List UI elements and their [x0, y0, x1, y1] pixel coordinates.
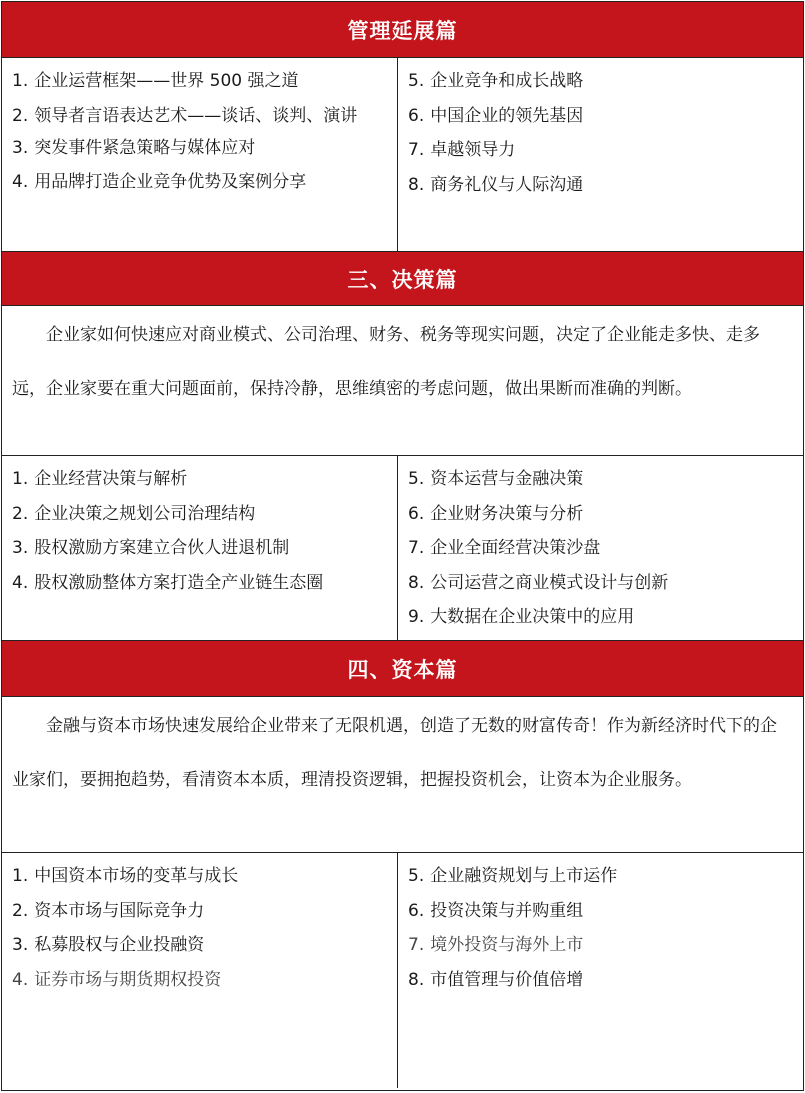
list-item: 5. 企业融资规划与上市运作	[408, 866, 618, 886]
list-item: 9. 大数据在企业决策中的应用	[408, 607, 635, 627]
section-grid-capital	[2, 853, 803, 1088]
list-item: 1. 企业运营框架——世界 500 强之道	[12, 71, 299, 91]
list-item: 8. 商务礼仪与人际沟通	[408, 174, 584, 195]
list-item: 2. 资本市场与国际竞争力	[12, 900, 205, 921]
list-item: 3. 股权激励方案建立合伙人进退机制	[12, 538, 290, 558]
list-item: 3. 突发事件紧急策略与媒体应对	[12, 137, 256, 158]
left-column	[2, 853, 398, 1088]
list-item: 3. 私募股权与企业投融资	[12, 935, 205, 955]
section-title: 管理延展篇	[347, 18, 458, 43]
list-item: 7. 卓越领导力	[408, 140, 516, 160]
section-title: 四、资本篇	[347, 657, 458, 682]
section-title: 三、决策篇	[347, 267, 458, 292]
left-column	[2, 58, 398, 251]
list-item: 5. 企业竞争和成长战略	[408, 71, 584, 91]
list-item: 6. 投资决策与并购重组	[408, 900, 584, 921]
section-header-capital	[2, 641, 803, 697]
section-grid-management	[2, 58, 803, 252]
right-column	[398, 853, 803, 1088]
list-item: 4. 股权激励整体方案打造全产业链生态圈	[12, 572, 324, 593]
list-item: 6. 企业财务决策与分析	[408, 503, 584, 524]
list-item: 7. 境外投资与海外上市	[408, 935, 584, 955]
list-item: 7. 企业全面经营决策沙盘	[408, 538, 601, 558]
list-item: 2. 领导者言语表达艺术——谈话、谈判、演讲	[12, 105, 358, 126]
section-header-management	[2, 2, 803, 58]
course-outline-document	[1, 1, 804, 1091]
right-column	[398, 58, 803, 251]
list-item: 8. 市值管理与价值倍增	[408, 969, 584, 990]
list-item: 1. 企业经营决策与解析	[12, 469, 188, 489]
left-column	[2, 456, 398, 640]
list-item: 8. 公司运营之商业模式设计与创新	[408, 572, 669, 593]
list-item: 6. 中国企业的领先基因	[408, 105, 584, 126]
section-intro-decision: 企业家如何快速应对商业模式、公司治理、财务、税务等现实问题，决定了企业能走多快、走多远，企业家要在重大问题面前，保持冷静，思维缜密的考虑问题，做出果断而准确的判断。	[2, 306, 803, 456]
list-item: 4. 证券市场与期货期权投资	[12, 969, 222, 990]
section-grid-decision	[2, 456, 803, 641]
right-column	[398, 456, 803, 640]
list-item: 1. 中国资本市场的变革与成长	[12, 866, 239, 886]
list-item: 4. 用品牌打造企业竞争优势及案例分享	[12, 172, 307, 192]
list-item: 2. 企业决策之规划公司治理结构	[12, 503, 256, 524]
section-intro-capital: 金融与资本市场快速发展给企业带来了无限机遇，创造了无数的财富传奇！作为新经济时代下的企业家们，要拥抱趋势，看清资本本质，理清投资逻辑，把握投资机会，让资本为企业服务。	[2, 697, 803, 853]
list-item: 5. 资本运营与金融决策	[408, 469, 584, 489]
section-header-decision	[2, 252, 803, 306]
